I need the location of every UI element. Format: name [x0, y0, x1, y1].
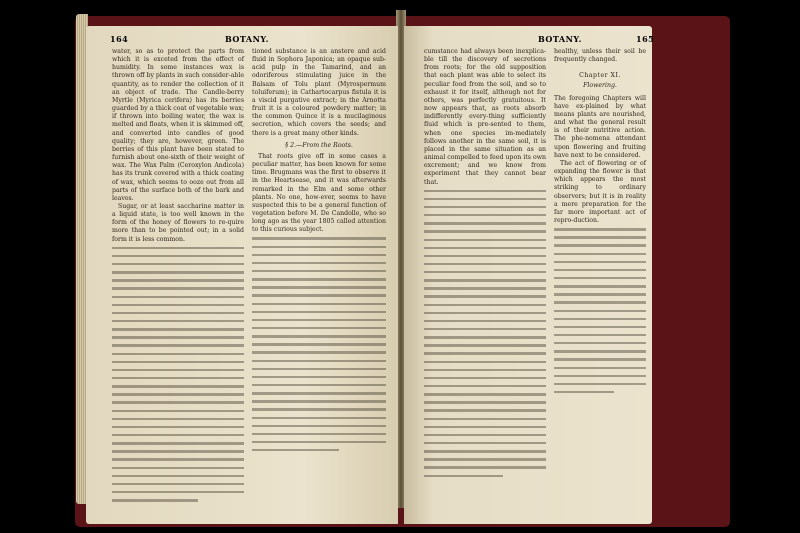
right-running-head: BOTANY. — [538, 34, 582, 44]
right-page-number: 165 — [636, 34, 655, 44]
right-column-2 — [554, 48, 646, 396]
chapter-title: Chapter XI. — [579, 72, 621, 80]
paragraph: tioned substance is an anstere and acid fluid in Sophora Japonica; an opaque sub-acid pulp in the Tamarind, and an odoriferous stimulating juice in the Balsam of Tolu plant (Myrospermum toluiferum); in Cathartocarpus fistula it is a viscid purgative extract; in the Arnotta fruit it is a coloured powdery matter; in the common Quince it is a mucilaginous secretion, which covers the seeds; and there is a great many other kinds. — [252, 48, 386, 137]
paragraph: That roots give off in some cases a peculiar matter, has been known for some time. Brugmans was the first to observe it in the Heartsease, and it was afterwards remarked in the Elm and some other plants. No one, how-ever, seems to have suspected this to be a general function of vegetation before M. De Candolle, who so long ago as the year 1805 called attention to this curious subject. — [252, 152, 386, 234]
right-column-1 — [424, 48, 546, 480]
paragraph: healthy, unless their soil be frequently changed. — [554, 48, 646, 64]
left-running-head: BOTANY. — [225, 34, 269, 44]
paragraph: The foregoing Chapters will have ex-plained by what means plants are nourished, and what the general result is of their nutritive action. The phe-nomena attendant upon flowering and fruiting have next to be considered. — [554, 94, 646, 159]
chapter-subtitle: Flowering. — [583, 82, 617, 90]
paragraph: cumstance had always been inexplica-ble till the discovery of secretions from roots; for the old supposition that each plant was able to select its peculiar food from the soil, and so to exhaust it for itself, although not for others, was perfectly gratuitous. It now appears that, as roots absorb indifferently every-thing sufficiently fluid which is pre-sented to them, when one species im-mediately follows another in the same soil, it is placed in the same situation as an animal compelled to feed upon its own excrement; and we know from experiment that they cannot bear that. — [424, 48, 546, 186]
left-page-number: 164 — [110, 34, 129, 44]
paragraph: The act of flowering or of expanding the flower is that which appears the most striking to ordinary observers; but it is in reality a mere preparation for the far more important act of repro-duction. — [554, 159, 646, 224]
paragraph: water, so as to protect the parts from which it is exceted from the effect of humidity. In some instances wax is thrown off by plants in such consider-able quantity, as to render the collection of it an object of trade. The Candle-berry Myrtle (Myrica cerifera) has its berries guarded by a thick coat of vegetable wax; if thrown into boiling water, the wax is melted and floats, when it is skimmed off, and converted into candles of good quality; they are, however, green. The berries of this plant have been stated to furnish about one-sixth of their weight of wax. The Wax Palm (Ceroxylon Andicola) has its trunk covered with a thick coating of wax, which seems to ooze out from all parts of the surface both of the bark and leaves. — [112, 48, 244, 202]
left-column-1 — [112, 48, 244, 504]
left-column-2 — [252, 48, 386, 454]
section-title: § 2.—From the Roots. — [285, 141, 353, 149]
paragraph: Sugar, or at least saccharine matter in a liquid state, is too well known in the form of the honey of flowers to re-quire more than to be pointed out; in a solid form it is less common. — [112, 202, 244, 243]
